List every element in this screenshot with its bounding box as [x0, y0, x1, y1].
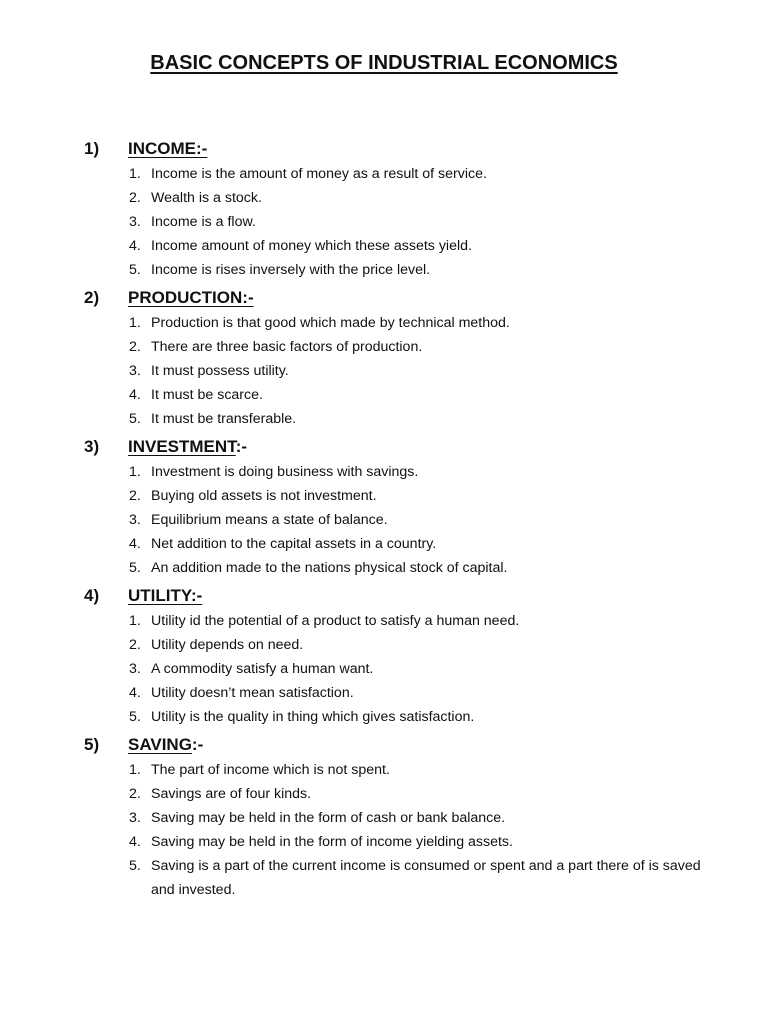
section-heading: [0, 285, 768, 311]
list-item-text: Income is a flow.: [151, 214, 256, 230]
list-item-number: 1.: [129, 166, 141, 182]
list-item: [0, 782, 768, 806]
section-heading: [0, 583, 768, 609]
list-item-text: Saving may be held in the form of income yielding assets.: [151, 834, 513, 850]
list-item-text: Wealth is a stock.: [151, 190, 262, 206]
list-item: [0, 311, 768, 335]
list-item-text: Saving may be held in the form of cash or bank balance.: [151, 810, 506, 826]
list-item-number: 3.: [129, 363, 141, 379]
list-item: [0, 258, 768, 282]
list-item-text: Income is the amount of money as a result of service.: [151, 166, 487, 182]
list-item: [0, 633, 768, 657]
list-item-text: It must be scarce.: [151, 387, 263, 403]
list-item: [0, 609, 768, 633]
section-title-text: PRODUCTION:-: [128, 288, 254, 307]
section-number: 3): [84, 437, 100, 456]
section-title: [128, 136, 207, 162]
section-title: [128, 434, 247, 460]
section-heading: [0, 732, 768, 758]
list-item: [0, 556, 768, 580]
list-item-text: Utility depends on need.: [151, 637, 304, 653]
section-title: [128, 583, 202, 609]
list-item: [0, 830, 768, 854]
item-list: [0, 162, 768, 282]
list-item-text: The part of income which is not spent.: [151, 762, 390, 778]
list-item-number: 1.: [129, 315, 141, 331]
list-item-text: Buying old assets is not investment.: [151, 488, 377, 504]
list-item-number: 4.: [129, 685, 141, 701]
section-title-text: INCOME:-: [128, 139, 208, 158]
list-item: [0, 532, 768, 556]
list-item-number: 2.: [129, 190, 141, 206]
list-item: [0, 508, 768, 532]
list-item-number: 3.: [129, 214, 141, 230]
section-title-text: INVESTMENT: [128, 437, 236, 456]
section: [0, 732, 768, 902]
list-item-number: 4.: [129, 834, 141, 850]
section-heading: [0, 136, 768, 162]
section-number: 5): [84, 735, 100, 754]
section: [0, 434, 768, 580]
list-item-text: Equilibrium means a state of balance.: [151, 512, 388, 528]
list-item-text: There are three basic factors of production.: [151, 339, 423, 355]
list-item-number: 5.: [129, 858, 141, 874]
list-item-text: Savings are of four kinds.: [151, 786, 312, 802]
list-item: [0, 484, 768, 508]
list-item: [0, 460, 768, 484]
list-item: [0, 806, 768, 830]
section: [0, 285, 768, 431]
list-item-text: It must be transferable.: [151, 411, 297, 427]
list-item-number: 4.: [129, 387, 141, 403]
list-item-text: It must possess utility.: [151, 363, 289, 379]
list-item: [0, 854, 768, 902]
list-item-number: 5.: [129, 411, 141, 427]
list-item-number: 4.: [129, 238, 141, 254]
list-item-number: 3.: [129, 512, 141, 528]
list-item: [0, 407, 768, 431]
section-list: [0, 136, 768, 905]
list-item-text: Production is that good which made by technical method.: [151, 315, 510, 331]
section-title: [128, 285, 254, 311]
list-item-text: Utility is the quality in thing which gives satisfaction.: [151, 709, 475, 725]
list-item: [0, 758, 768, 782]
item-list: [0, 311, 768, 431]
list-item: [0, 210, 768, 234]
list-item-text: Investment is doing business with savings.: [151, 464, 419, 480]
list-item: [0, 383, 768, 407]
section-heading: [0, 434, 768, 460]
section-number: 2): [84, 288, 100, 307]
list-item-text: An addition made to the nations physical stock of capital.: [151, 560, 508, 576]
list-item-text: Net addition to the capital assets in a country.: [151, 536, 437, 552]
list-item-number: 2.: [129, 637, 141, 653]
list-item-number: 5.: [129, 560, 141, 576]
section-number: 4): [84, 586, 100, 605]
section-title-suffix: :-: [191, 735, 204, 754]
list-item: [0, 359, 768, 383]
section: [0, 136, 768, 282]
list-item-number: 5.: [129, 709, 141, 725]
item-list: [0, 460, 768, 580]
section-number: 1): [84, 139, 100, 158]
item-list: [0, 758, 768, 902]
document-title: [0, 50, 768, 76]
list-item: [0, 335, 768, 359]
list-item: [0, 705, 768, 729]
list-item-number: 2.: [129, 786, 141, 802]
item-list: [0, 609, 768, 729]
list-item: [0, 681, 768, 705]
list-item-text: Saving is a part of the current income is consumed or spent and a part there of is saved and invested.: [151, 858, 701, 898]
section-title: [128, 732, 203, 758]
list-item-text: Utility id the potential of a product to satisfy a human need.: [151, 613, 520, 629]
list-item-number: 2.: [129, 488, 141, 504]
list-item-number: 4.: [129, 536, 141, 552]
list-item-number: 1.: [129, 464, 141, 480]
list-item-number: 2.: [129, 339, 141, 355]
section: [0, 583, 768, 729]
list-item: [0, 186, 768, 210]
list-item-text: Utility doesn’t mean satisfaction.: [151, 685, 354, 701]
list-item-number: 5.: [129, 262, 141, 278]
list-item: [0, 162, 768, 186]
list-item-number: 1.: [129, 613, 141, 629]
list-item-text: Income amount of money which these assets yield.: [151, 238, 472, 254]
section-title-suffix: :-: [235, 437, 248, 456]
list-item-text: Income is rises inversely with the price level.: [151, 262, 431, 278]
list-item-number: 3.: [129, 661, 141, 677]
list-item-text: A commodity satisfy a human want.: [151, 661, 374, 677]
section-title-text: SAVING: [128, 735, 192, 754]
list-item-number: 3.: [129, 810, 141, 826]
document-title-text: BASIC CONCEPTS OF INDUSTRIAL ECONOMICS: [150, 52, 618, 74]
section-title-text: UTILITY:-: [128, 586, 203, 605]
list-item: [0, 234, 768, 258]
list-item-number: 1.: [129, 762, 141, 778]
list-item: [0, 657, 768, 681]
